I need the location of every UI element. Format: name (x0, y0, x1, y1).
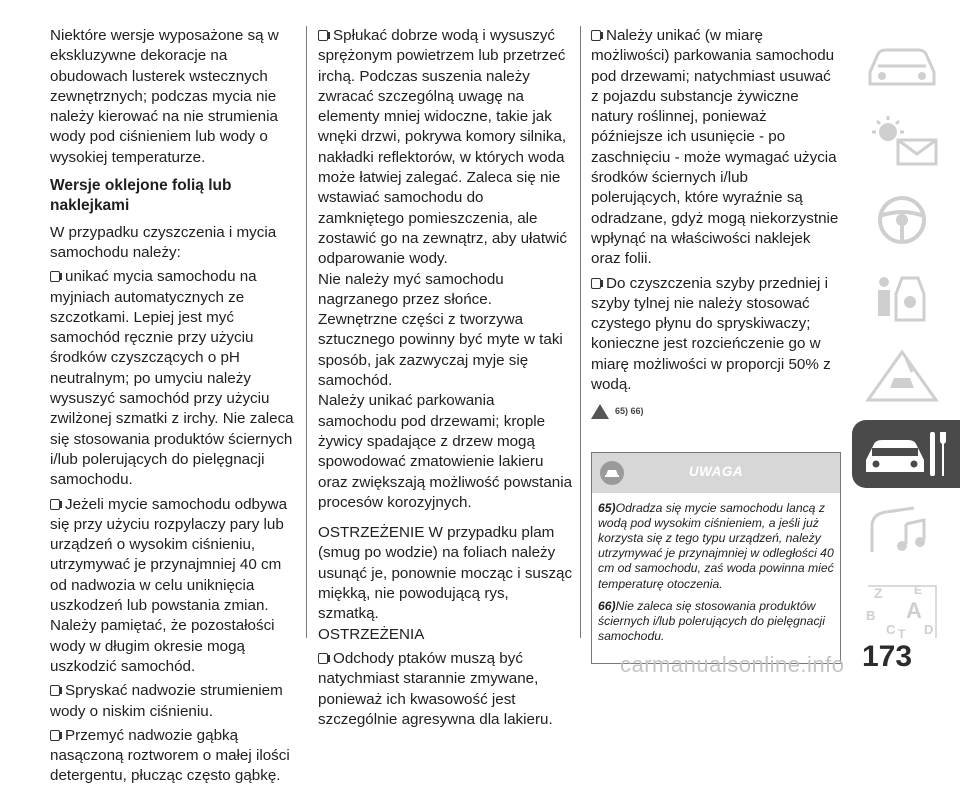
warning-triangle-icon (591, 404, 609, 419)
warning-box (591, 452, 841, 665)
bullet-icon (591, 278, 601, 289)
text-column-3 (591, 26, 841, 664)
index-letter: Z (874, 585, 883, 601)
warning-note: 65)Odradza się mycie samochodu lancą z wodą pod wysokim ciśnieniem, a jeśli już korzysta się z tego typu urządzeń, należy utrzymywać je przynajmniej w odległości 40 cm od samochodu, zaś woda powinna mieć temperaturę otoczenia. (598, 500, 834, 591)
index-letter: D (924, 622, 934, 637)
warning-references: 65) 66) (591, 401, 841, 421)
bullet-icon (318, 30, 328, 41)
safety-icon (862, 270, 942, 326)
index-letter: C (886, 622, 896, 637)
page-number: 173 (862, 640, 913, 673)
warning-title: UWAGA (688, 464, 744, 480)
text-line: OSTRZEŻENIE W przypadku plam (smug po wodzie) na foliach należy usunąć je, ponownie mocząc i susząc miękką, nie powodującą rys, szmatką. (318, 524, 573, 623)
intro-paragraph: Niektóre wersje wyposażone są w ekskluzywne dekoracje na obudowach lusterek wstecznych zewnętrznych; podczas mycia nie należy kierować na nie strumienia wody pod ciśnieniem lub wody o wysokiej temperaturze. (50, 27, 279, 166)
text-line: Zewnętrzne części z tworzywa sztucznego powinny być myte w taki sposób, jak zazwyczaj myje się samochód. (318, 311, 563, 390)
index-letter: B (866, 608, 876, 623)
bullet-icon (591, 30, 601, 41)
multimedia-icon (862, 504, 942, 560)
bullet-item: Spryskać nadwozie strumieniem wody o niskim ciśnieniu. (50, 682, 283, 720)
text-column-2 (318, 26, 573, 734)
watermark: carmanualsonline.info (620, 652, 845, 677)
car-warning-icon (600, 461, 624, 485)
steering-wheel-icon (862, 192, 942, 248)
text-line: Nie należy myć samochodu nagrzanego przez słońce. (318, 270, 504, 308)
tab-road-emergency[interactable] (852, 342, 952, 410)
tab-index[interactable] (852, 576, 952, 644)
tab-maintenance[interactable] (852, 420, 960, 488)
column-divider-left (306, 26, 307, 638)
bullet-item: Jeżeli mycie samochodu odbywa się przy użyciu rozpylaczy pary lub urządzeń o wysokim ciśnieniu, utrzymywać je przynajmniej 40 cm od nadwozia w celu uniknięcia uszkodzeń lub powstania zmian. Należy pamiętać, że pozostałości wody w długim okresie mogą uszkodzić samochód. (50, 495, 288, 675)
bullet-item: Przemyć nadwozie gąbką nasączoną roztworem o małej ilości detergentu, płucząc często gąbkę. (50, 726, 290, 785)
text-column-1 (50, 26, 300, 791)
chapter-sidebar (852, 30, 960, 654)
text-line: Należy unikać parkowania samochodu pod drzewami; krople żywicy spadające z drzew mogą spowodować zmatowienie lakieru oraz zwiększają możliwość powstania procesów korozyjnych. (318, 392, 573, 511)
bullet-icon (50, 685, 60, 696)
bullet-icon (50, 499, 60, 510)
bullet-item: Należy unikać (w miarę możliwości) parkowania samochodu pod drzewami; natychmiast usuwać z pojazdu substancje żywiczne natury roślinnej, ponieważ późniejsze ich usunięcie - po zaschnięciu - może wymagać użycia środków ściernych i/lub polerujących, które wyraźnie są odradzane, gdyż mogą niekorzystnie wpłynąć na właściwości naklejek oraz folii. (591, 27, 839, 268)
warning-header (592, 453, 840, 493)
section-heading: Wersje oklejone folią lub naklejkami (50, 177, 232, 215)
warning-body (592, 493, 840, 664)
warning-lights-icon (862, 114, 942, 170)
car-maintenance-icon (860, 426, 952, 482)
tab-steering[interactable] (852, 186, 952, 254)
car-info-icon (862, 38, 942, 90)
tab-car-info[interactable] (852, 30, 952, 98)
bullet-item: Spłukać dobrze wodą i wysuszyć sprężonym powietrzem lub przetrzeć irchą. Podczas suszenia należy zwracać szczególną uwagę na elementy mniej widoczne, takie jak wnęki drzwi, pokrywa komory silnika, nakładki reflektorów, w których woda może łatwiej zalegać. Zaleca się nie wstawiać samochodu do zamkniętego pomieszczenia, ale zostawić go na zewnątrz, aby ułatwić odparowanie wody. (318, 27, 568, 268)
tab-multimedia[interactable] (852, 498, 952, 566)
warning-note: 66)Nie zaleca się stosowania produktów ściernych i/lub polerujących do pielęgnacji samochodu. (598, 598, 825, 644)
bullet-item: Odchody ptaków muszą być natychmiast starannie zmywane, ponieważ ich kwasowość jest szczególnie agresywna dla lakieru. (318, 649, 553, 728)
bullet-icon (318, 653, 328, 664)
index-letter: A (906, 598, 922, 623)
index-letter: T (898, 627, 906, 641)
paragraph-instructions: W przypadku czyszczenia i mycia samochodu należy: (50, 223, 277, 261)
tab-safety[interactable] (852, 264, 952, 332)
alphabet-index-icon (862, 580, 942, 640)
text-line: OSTRZEŻENIA (318, 625, 425, 643)
bullet-icon (50, 730, 60, 741)
bullet-icon (50, 271, 60, 282)
index-letter: E (914, 583, 923, 597)
column-divider-right (580, 26, 581, 638)
bullet-item: unikać mycia samochodu na myjniach automatycznych ze szczotkami. Lepiej jest myć samochód ręcznie przy użyciu środków czyszczących o pH neutralnym; po umyciu należy wysuszyć samochód przy użyciu zwilżonej szmatki z irchy. Nie zaleca się stosowania produktów ściernych i/lub polerujących do pielęgnacji samochodu. (50, 268, 294, 489)
tab-warning-lights[interactable] (852, 108, 952, 176)
bullet-item: Do czyszczenia szyby przedniej i szyby tylnej nie należy stosować czystego płynu do spryskiwaczy; konieczne jest rozcieńczenie go w miarę możliwości w proporcji 50% z wodą. (591, 274, 831, 394)
road-warning-icon (862, 348, 942, 404)
